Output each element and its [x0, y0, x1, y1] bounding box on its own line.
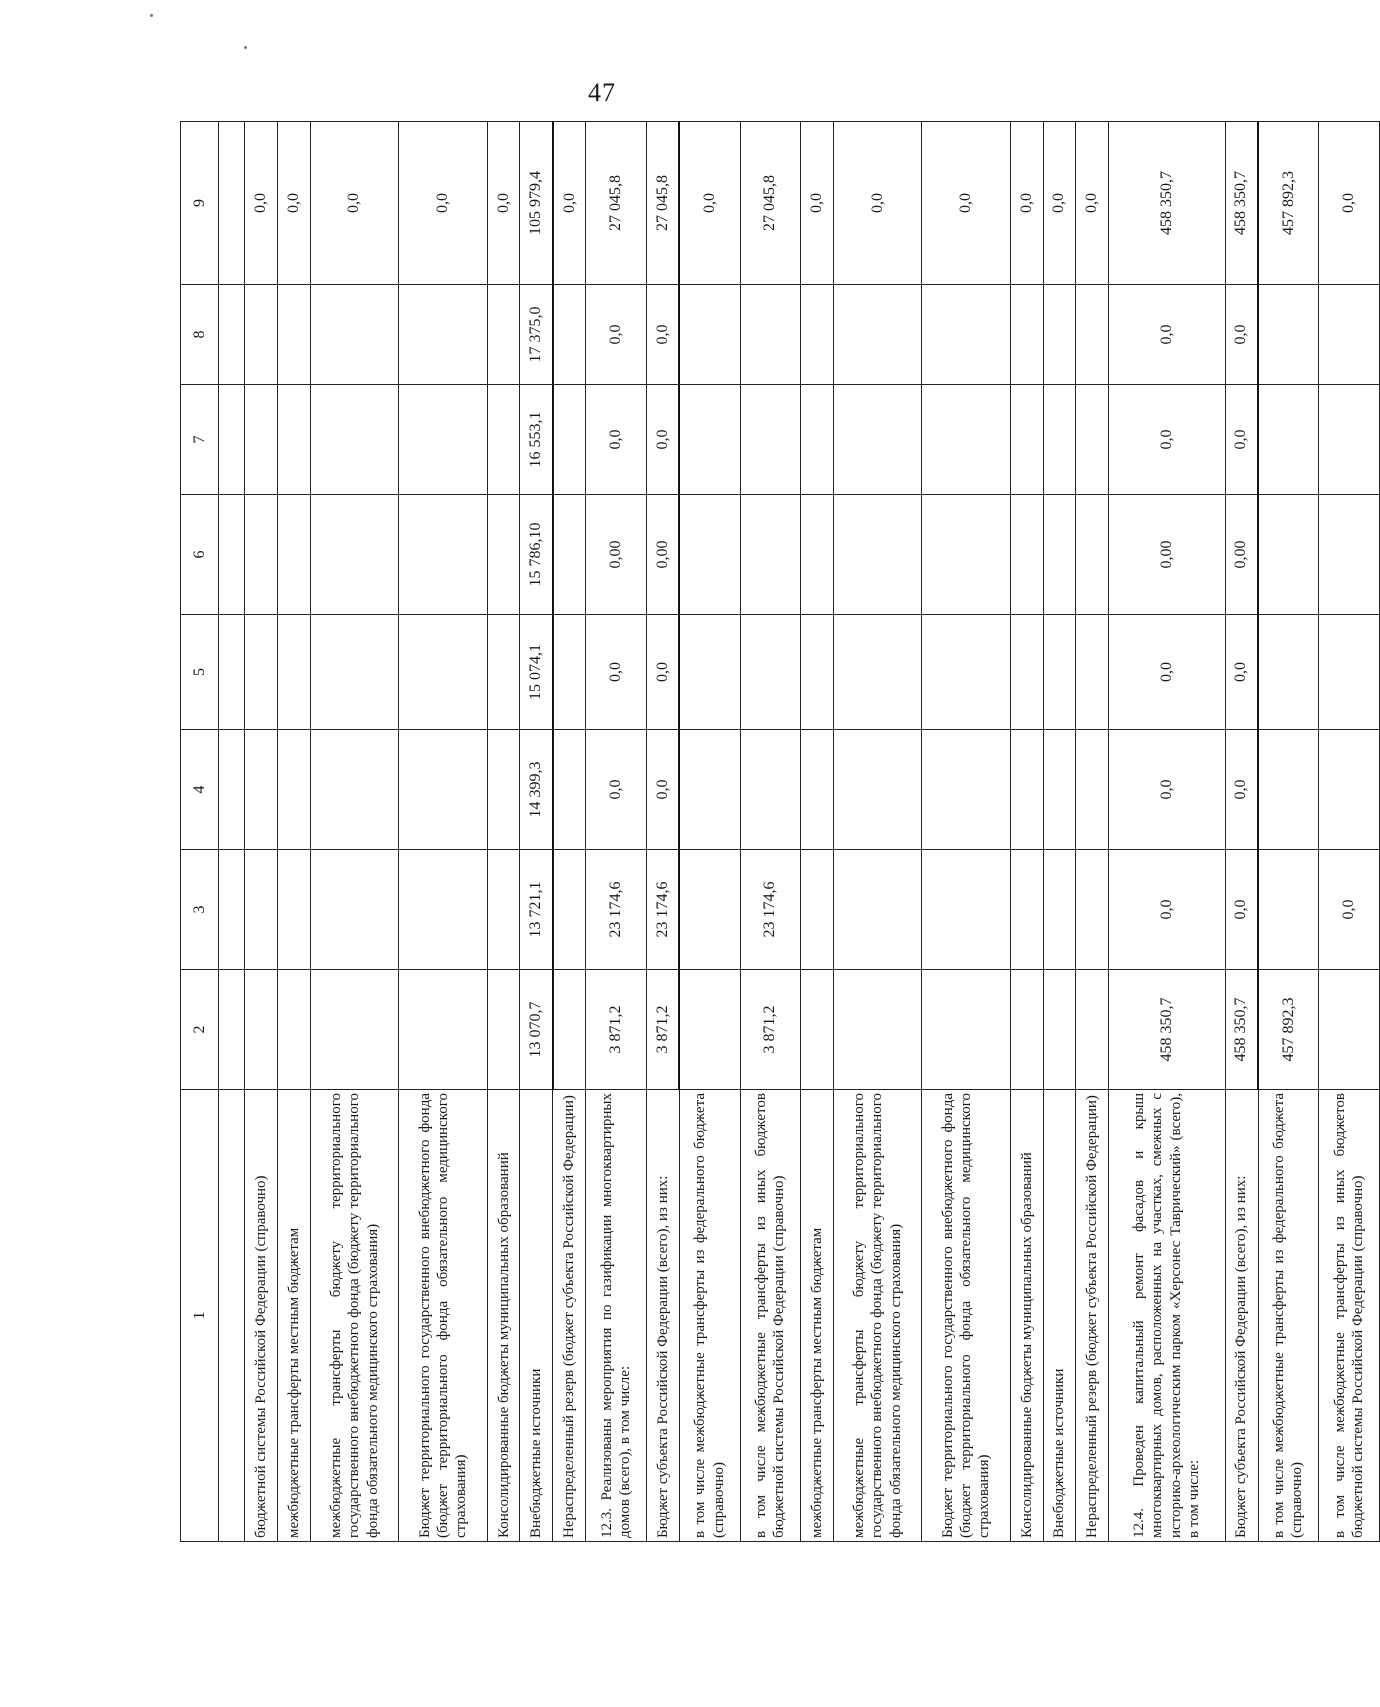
row-value: 0,0	[646, 285, 679, 385]
scan-speck	[150, 14, 153, 17]
row-value: 14 399,3	[520, 730, 553, 850]
row-label: Внебюджетные источники	[520, 1090, 553, 1542]
row-value	[922, 850, 1011, 970]
row-value	[1011, 615, 1044, 730]
row-value	[740, 495, 801, 615]
row-label: бюджетной системы Российской Федерации (справочно)	[245, 1090, 278, 1542]
row-value	[1258, 385, 1319, 495]
row-value	[487, 495, 520, 615]
row-value	[487, 730, 520, 850]
table-row	[1043, 122, 1076, 1542]
row-value: 0,0	[646, 615, 679, 730]
row-value: 458 350,7	[1108, 970, 1225, 1090]
row-value	[1076, 385, 1109, 495]
row-value	[922, 495, 1011, 615]
table-row	[1258, 122, 1319, 1542]
row-value	[833, 285, 922, 385]
column-header: 2	[181, 970, 219, 1090]
row-value: 0,0	[833, 122, 922, 285]
row-value: 0,0	[801, 122, 834, 285]
table-row	[245, 122, 278, 1542]
column-header: 7	[181, 385, 219, 495]
row-value: 0,0	[1108, 730, 1225, 850]
row-value	[1319, 385, 1380, 495]
row-label: межбюджетные трансферты местным бюджетам	[801, 1090, 834, 1542]
row-value	[740, 385, 801, 495]
row-value: 0,00	[1108, 495, 1225, 615]
row-value	[679, 850, 740, 970]
row-value: 0,0	[487, 122, 520, 285]
row-value	[553, 385, 586, 495]
row-value: 0,0	[399, 122, 488, 285]
row-value: 0,0	[646, 385, 679, 495]
scan-speck	[244, 46, 247, 49]
row-value: 0,0	[1108, 850, 1225, 970]
rotated-table-wrapper	[180, 122, 1380, 1542]
row-value	[487, 615, 520, 730]
row-value	[679, 385, 740, 495]
row-label: в том числе межбюджетные трансферты из иных бюджетов бюджетной системы Российской Федерации (справочно)	[740, 1090, 801, 1542]
row-value	[399, 385, 488, 495]
row-label: в том числе межбюджетные трансферты из иных бюджетов бюджетной системы Российской Федерации (справочно)	[1319, 1090, 1380, 1542]
row-value	[1076, 970, 1109, 1090]
row-value	[922, 285, 1011, 385]
row-value	[801, 615, 834, 730]
column-header: 9	[181, 122, 219, 285]
row-value: 0,0	[1225, 730, 1258, 850]
row-value	[1043, 285, 1076, 385]
row-value	[1011, 970, 1044, 1090]
row-value	[310, 730, 399, 850]
row-value	[277, 385, 310, 495]
table-row	[801, 122, 834, 1542]
row-value	[679, 970, 740, 1090]
row-label: Нераспределенный резерв (бюджет субъекта Российской Федерации)	[1076, 1090, 1109, 1542]
row-value	[1043, 385, 1076, 495]
row-value	[553, 285, 586, 385]
row-value	[277, 730, 310, 850]
column-header: 1	[181, 1090, 219, 1542]
row-value: 0,0	[1225, 285, 1258, 385]
row-value	[801, 970, 834, 1090]
row-value	[553, 850, 586, 970]
row-value	[1319, 285, 1380, 385]
row-value	[740, 615, 801, 730]
row-value	[310, 495, 399, 615]
row-value	[553, 495, 586, 615]
row-value	[399, 615, 488, 730]
row-value	[679, 615, 740, 730]
table-body	[245, 122, 1380, 1542]
row-value: 0,00	[1225, 495, 1258, 615]
row-value	[1011, 285, 1044, 385]
row-value	[801, 730, 834, 850]
row-label: в том числе межбюджетные трансферты из федерального бюджета (справочно)	[679, 1090, 740, 1542]
row-value: 0,0	[586, 615, 647, 730]
row-value	[553, 615, 586, 730]
row-value: 458 350,7	[1225, 122, 1258, 285]
table-row	[1011, 122, 1044, 1542]
row-value	[679, 495, 740, 615]
row-value	[1319, 495, 1380, 615]
row-label: 12.4. Проведен капитальный ремонт фасадов и крыш многоквартирных домов, расположенных на участках, смежных с историко-археологическим парком «Херсонес Таврический» (всего), в том числе:	[1108, 1090, 1225, 1542]
row-value	[1258, 285, 1319, 385]
row-value	[245, 385, 278, 495]
row-value	[1011, 850, 1044, 970]
row-value	[922, 970, 1011, 1090]
table-row	[1076, 122, 1109, 1542]
row-label: Бюджет субъекта Российской Федерации (всего), из них:	[646, 1090, 679, 1542]
row-value: 15 074,1	[520, 615, 553, 730]
row-value: 0,0	[310, 122, 399, 285]
row-value	[1258, 850, 1319, 970]
row-value	[245, 495, 278, 615]
row-value	[487, 970, 520, 1090]
row-value	[399, 285, 488, 385]
table-row	[487, 122, 520, 1542]
row-label: Бюджет территориального государственного внебюджетного фонда (бюджет территориального фонда обязательного медицинского страхования)	[922, 1090, 1011, 1542]
row-label: Бюджет субъекта Российской Федерации (всего), из них:	[1225, 1090, 1258, 1542]
row-value	[277, 285, 310, 385]
table-row	[399, 122, 488, 1542]
row-value: 458 350,7	[1225, 970, 1258, 1090]
row-value	[801, 495, 834, 615]
row-label: 12.3. Реализованы мероприятия по газификации многоквартирных домов (всего), в том числе:	[586, 1090, 647, 1542]
row-value	[310, 385, 399, 495]
row-value: 0,0	[1011, 122, 1044, 285]
row-value	[1076, 615, 1109, 730]
table-row	[1225, 122, 1258, 1542]
row-value: 0,00	[646, 495, 679, 615]
row-value: 0,0	[1225, 850, 1258, 970]
row-value	[277, 495, 310, 615]
row-value	[679, 730, 740, 850]
row-value	[399, 970, 488, 1090]
row-value	[399, 730, 488, 850]
row-value	[399, 850, 488, 970]
row-value	[310, 285, 399, 385]
row-value	[1043, 615, 1076, 730]
row-label: Нераспределенный резерв (бюджет субъекта Российской Федерации)	[553, 1090, 586, 1542]
row-value: 27 045,8	[586, 122, 647, 285]
table-row	[922, 122, 1011, 1542]
row-label: Внебюджетные источники	[1043, 1090, 1076, 1542]
row-value: 27 045,8	[740, 122, 801, 285]
row-value	[740, 730, 801, 850]
row-value	[1011, 730, 1044, 850]
row-value	[277, 970, 310, 1090]
row-value	[922, 615, 1011, 730]
table-row	[553, 122, 586, 1542]
row-value	[1258, 615, 1319, 730]
row-value	[1043, 495, 1076, 615]
row-value: 15 786,10	[520, 495, 553, 615]
row-value	[553, 730, 586, 850]
row-value: 13 070,7	[520, 970, 553, 1090]
row-value	[245, 285, 278, 385]
row-value	[245, 970, 278, 1090]
row-value: 0,0	[1076, 122, 1109, 285]
row-value	[399, 495, 488, 615]
row-value: 3 871,2	[646, 970, 679, 1090]
row-value: 0,0	[1043, 122, 1076, 285]
row-value	[679, 285, 740, 385]
row-value	[1043, 850, 1076, 970]
row-value: 23 174,6	[646, 850, 679, 970]
row-value	[833, 385, 922, 495]
row-value	[1076, 730, 1109, 850]
row-value	[833, 730, 922, 850]
row-value	[245, 850, 278, 970]
row-value: 0,00	[586, 495, 647, 615]
row-value	[1011, 495, 1044, 615]
row-value: 27 045,8	[646, 122, 679, 285]
row-value: 0,0	[1225, 615, 1258, 730]
row-value	[801, 285, 834, 385]
row-value	[1076, 850, 1109, 970]
row-label: Консолидированные бюджеты муниципальных образований	[487, 1090, 520, 1542]
row-value: 0,0	[1319, 122, 1380, 285]
row-value: 23 174,6	[740, 850, 801, 970]
header-row	[181, 122, 219, 1542]
row-value	[245, 615, 278, 730]
row-value	[833, 970, 922, 1090]
row-value: 0,0	[586, 730, 647, 850]
row-value	[833, 850, 922, 970]
table-row	[833, 122, 922, 1542]
row-label: Бюджет территориального государственного внебюджетного фонда (бюджет территориального фонда обязательного медицинского страхования)	[399, 1090, 488, 1542]
row-value	[310, 615, 399, 730]
row-value: 457 892,3	[1258, 970, 1319, 1090]
row-value: 0,0	[1108, 615, 1225, 730]
row-value	[1043, 730, 1076, 850]
row-value	[1076, 285, 1109, 385]
column-header: 6	[181, 495, 219, 615]
table-row	[1319, 122, 1380, 1542]
table-row	[586, 122, 647, 1542]
row-value: 0,0	[586, 385, 647, 495]
table-row	[277, 122, 310, 1542]
row-value: 0,0	[277, 122, 310, 285]
row-value: 3 871,2	[586, 970, 647, 1090]
row-value	[922, 730, 1011, 850]
column-header: 3	[181, 850, 219, 970]
column-header: 8	[181, 285, 219, 385]
row-value: 0,0	[1225, 385, 1258, 495]
row-value: 13 721,1	[520, 850, 553, 970]
row-value	[245, 730, 278, 850]
table-row	[1108, 122, 1225, 1542]
row-value: 16 553,1	[520, 385, 553, 495]
row-label: межбюджетные трансферты бюджету территориального государственного внебюджетного фонда (бюджету территориального фонда обязательного медицинского страхования)	[310, 1090, 399, 1542]
row-value	[922, 385, 1011, 495]
row-value: 0,0	[679, 122, 740, 285]
row-value	[740, 285, 801, 385]
row-value	[1319, 730, 1380, 850]
budget-table	[180, 121, 1380, 1542]
row-value: 0,0	[922, 122, 1011, 285]
row-value	[801, 850, 834, 970]
row-value	[1258, 730, 1319, 850]
row-value	[1043, 970, 1076, 1090]
row-value	[487, 850, 520, 970]
row-label: межбюджетные трансферты местным бюджетам	[277, 1090, 310, 1542]
row-value	[1076, 495, 1109, 615]
row-value	[277, 850, 310, 970]
row-value	[1319, 970, 1380, 1090]
row-value	[1011, 385, 1044, 495]
row-value	[310, 970, 399, 1090]
row-value: 23 174,6	[586, 850, 647, 970]
row-value: 0,0	[1319, 850, 1380, 970]
row-value	[801, 385, 834, 495]
row-value: 0,0	[1108, 385, 1225, 495]
row-value	[553, 970, 586, 1090]
row-value	[833, 495, 922, 615]
row-value	[310, 850, 399, 970]
row-value	[487, 285, 520, 385]
column-header: 5	[181, 615, 219, 730]
row-value	[833, 615, 922, 730]
row-value: 0,0	[1108, 285, 1225, 385]
row-value: 0,0	[553, 122, 586, 285]
row-value: 458 350,7	[1108, 122, 1225, 285]
table-row	[740, 122, 801, 1542]
row-value: 3 871,2	[740, 970, 801, 1090]
row-value: 0,0	[646, 730, 679, 850]
row-value	[1258, 495, 1319, 615]
row-label: межбюджетные трансферты бюджету территориального государственного внебюджетного фонда (бюджету территориального фонда обязательного медицинского страхования)	[833, 1090, 922, 1542]
table-row	[646, 122, 679, 1542]
row-value: 457 892,3	[1258, 122, 1319, 285]
row-value	[487, 385, 520, 495]
row-label: Консолидированные бюджеты муниципальных образований	[1011, 1090, 1044, 1542]
row-value	[277, 615, 310, 730]
table-row	[520, 122, 553, 1542]
row-value: 105 979,4	[520, 122, 553, 285]
column-header: 4	[181, 730, 219, 850]
table-row	[310, 122, 399, 1542]
blank-row	[219, 122, 245, 1542]
row-value: 0,0	[245, 122, 278, 285]
row-label: в том числе межбюджетные трансферты из федерального бюджета (справочно)	[1258, 1090, 1319, 1542]
row-value	[1319, 615, 1380, 730]
table-row	[679, 122, 740, 1542]
row-value: 0,0	[586, 285, 647, 385]
row-value: 17 375,0	[520, 285, 553, 385]
page-number: 47	[588, 78, 616, 107]
